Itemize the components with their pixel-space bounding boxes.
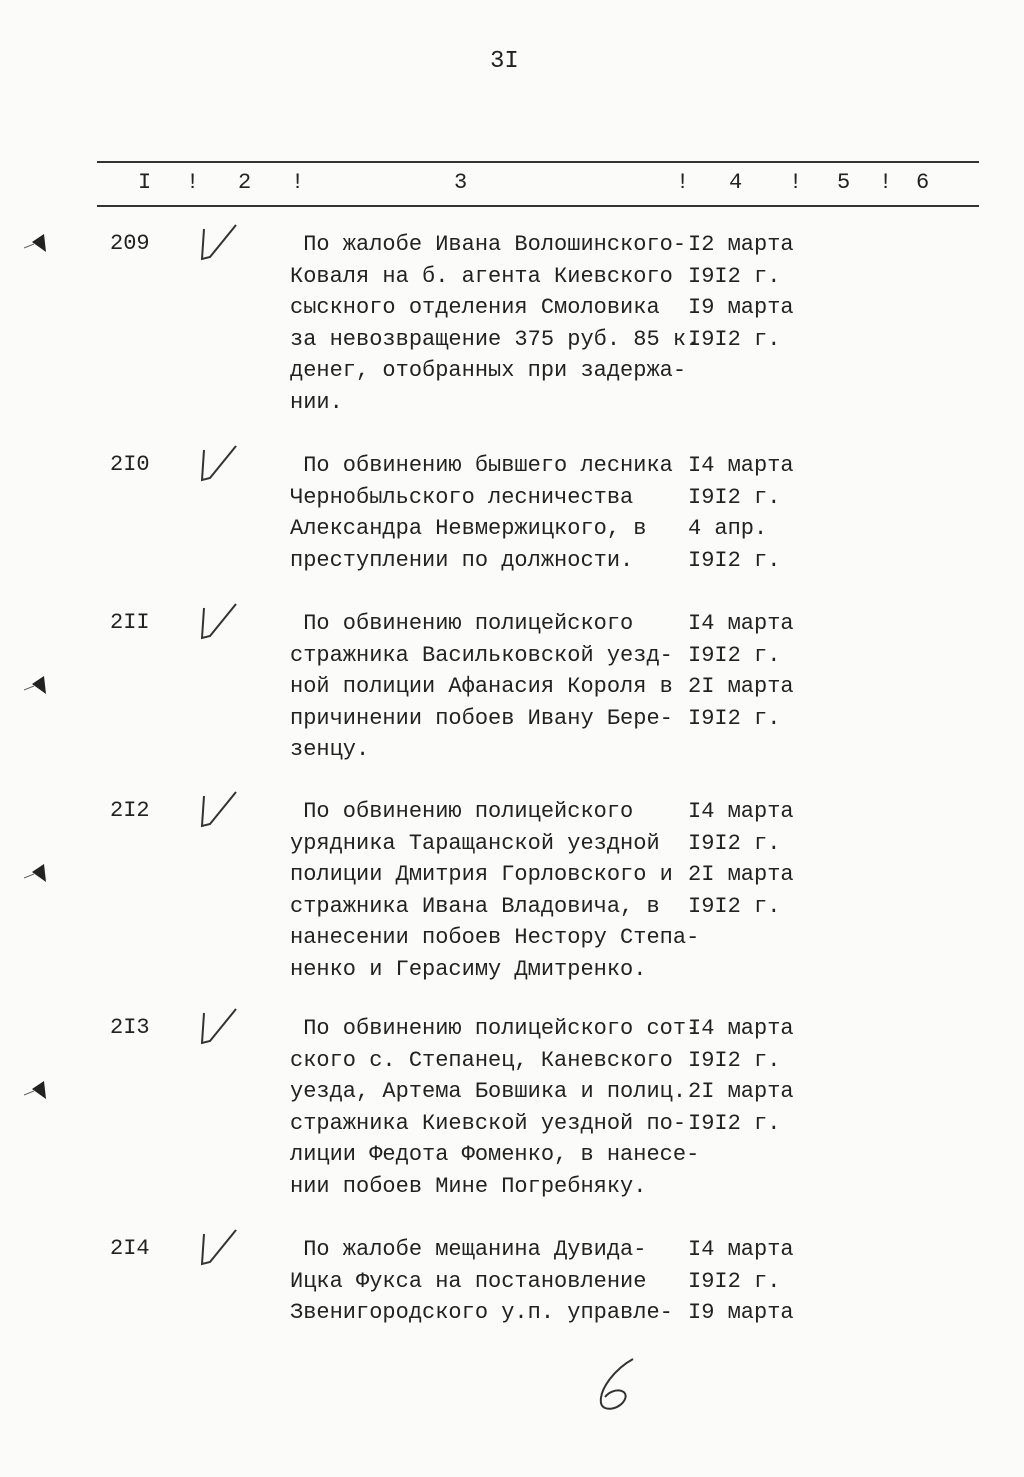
col-sep: ! xyxy=(291,170,305,195)
entry-description xyxy=(290,1013,699,1202)
entry-dates xyxy=(688,229,794,355)
description-line: нии. xyxy=(290,389,343,415)
page-number: 3I xyxy=(490,48,519,75)
entry-description xyxy=(290,229,699,418)
col-sep: ! xyxy=(879,170,893,195)
description-line: ной полиции Афанасия Короля в xyxy=(290,674,673,699)
header-bottom-rule xyxy=(97,205,979,207)
checkmark-icon xyxy=(180,590,250,650)
description-line: причинении побоев Ивану Бере- xyxy=(290,705,673,731)
entry-number: 2I0 xyxy=(110,452,150,477)
description-line: зенцу. xyxy=(290,737,370,762)
col-5: 5 xyxy=(837,170,851,195)
col-6: 6 xyxy=(916,170,930,195)
col-2: 2 xyxy=(238,170,252,195)
description-line: Александра Невмержицкого, в xyxy=(290,516,647,541)
col-1: I xyxy=(138,170,152,195)
date-line: I9I2 г. xyxy=(688,1110,781,1136)
description-line: Звенигородского у.п. управле- xyxy=(290,1300,673,1325)
date-line: I4 марта xyxy=(688,1237,794,1262)
col-sep: ! xyxy=(676,170,690,195)
description-line: По обвинению полицейского сот- xyxy=(290,1016,700,1041)
description-line: урядника Таращанской уездной xyxy=(290,830,660,856)
date-line: 2I марта xyxy=(688,674,794,699)
description-line: ского с. Степанец, Каневского xyxy=(290,1047,673,1073)
description-line: По жалобе мещанина Дувида- xyxy=(290,1237,647,1262)
description-line: за невозвращение 375 руб. 85 к. xyxy=(290,326,700,352)
date-line: I9I2 г. xyxy=(688,642,781,668)
description-line: уезда, Артема Бовшика и полиц. xyxy=(290,1079,687,1104)
date-line: I4 марта xyxy=(688,1016,794,1041)
date-line: I4 марта xyxy=(688,611,794,636)
date-line: 2I марта xyxy=(688,1079,794,1104)
entry-number: 2I4 xyxy=(110,1236,150,1261)
col-sep: ! xyxy=(186,170,200,195)
description-line: По обвинению полицейского xyxy=(290,799,634,824)
description-line: По жалобе Ивана Волошинского- xyxy=(290,232,687,257)
description-line: Чернобыльского лесничества xyxy=(290,484,634,510)
date-line: I2 марта xyxy=(688,232,794,257)
date-line: 4 апр. xyxy=(688,516,768,541)
checkmark-icon xyxy=(180,995,250,1055)
entry-dates xyxy=(688,450,794,576)
entry-description xyxy=(290,450,673,576)
entry-number: 2I2 xyxy=(110,798,150,823)
checkmark-icon xyxy=(180,211,250,271)
date-line: I9I2 г. xyxy=(688,1047,781,1073)
description-line: стражника Киевской уездной по- xyxy=(290,1110,687,1136)
date-line: I9I2 г. xyxy=(688,484,781,510)
col-3: 3 xyxy=(454,170,468,195)
date-line: 2I марта xyxy=(688,862,794,887)
description-line: По обвинению бывшего лесника xyxy=(290,453,673,478)
punch-hole-mark-icon xyxy=(20,228,60,258)
date-line: I4 марта xyxy=(688,453,794,478)
col-sep: ! xyxy=(789,170,803,195)
date-line: I9I2 г. xyxy=(688,326,781,352)
date-line: I9 марта xyxy=(688,1300,794,1325)
entry-dates xyxy=(688,1013,794,1139)
entry-description xyxy=(290,608,673,766)
entry-description xyxy=(290,796,699,985)
date-line: I9I2 г. xyxy=(688,1268,781,1294)
punch-hole-mark-icon xyxy=(20,670,60,700)
checkmark-icon xyxy=(180,778,250,838)
date-line: I9I2 г. xyxy=(688,547,781,573)
punch-hole-mark-icon xyxy=(20,1075,60,1105)
description-line: Коваля на б. агента Киевского xyxy=(290,263,673,289)
entry-number: 2II xyxy=(110,610,150,635)
date-line: I4 марта xyxy=(688,799,794,824)
date-line: I9I2 г. xyxy=(688,893,781,919)
col-4: 4 xyxy=(729,170,743,195)
handwritten-folio-number xyxy=(585,1355,655,1415)
description-line: лиции Федота Фоменко, в нанесе- xyxy=(290,1142,700,1167)
description-line: По обвинению полицейского xyxy=(290,611,634,636)
date-line: I9I2 г. xyxy=(688,705,781,731)
date-line: I9I2 г. xyxy=(688,263,781,289)
description-line: Ицка Фукса на постановление xyxy=(290,1268,647,1294)
description-line: полиции Дмитрия Горловского и xyxy=(290,862,673,887)
entry-number: 2I3 xyxy=(110,1015,150,1040)
entry-dates xyxy=(688,1234,794,1329)
punch-hole-mark-icon xyxy=(20,858,60,888)
entry-number: 209 xyxy=(110,231,150,256)
description-line: ненко и Герасиму Дмитренко. xyxy=(290,956,647,982)
entry-description xyxy=(290,1234,673,1329)
description-line: стражника Васильковской уезд- xyxy=(290,642,673,668)
description-line: сыскного отделения Смоловика xyxy=(290,295,660,320)
date-line: I9 марта xyxy=(688,295,794,320)
description-line: денег, отобранных при задержа- xyxy=(290,358,687,383)
description-line: стражника Ивана Владовича, в xyxy=(290,893,660,919)
checkmark-icon xyxy=(180,432,250,492)
description-line: преступлении по должности. xyxy=(290,547,634,573)
checkmark-icon xyxy=(180,1216,250,1276)
description-line: нии побоев Мине Погребняку. xyxy=(290,1173,647,1199)
entry-dates xyxy=(688,608,794,734)
description-line: нанесении побоев Нестору Степа- xyxy=(290,925,700,950)
entry-dates xyxy=(688,796,794,922)
header-top-rule xyxy=(97,161,979,163)
date-line: I9I2 г. xyxy=(688,830,781,856)
